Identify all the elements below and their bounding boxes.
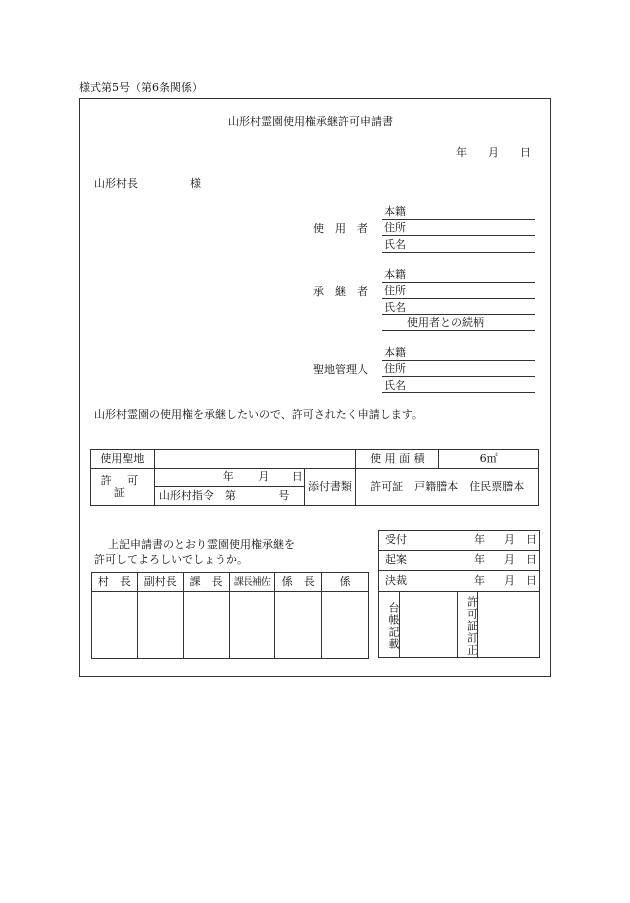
form-title: 山形村霊園使用権承継許可申請書 xyxy=(228,115,393,128)
process-row-draft[interactable] xyxy=(379,551,540,571)
permit-label: 許 可 証 xyxy=(91,469,155,506)
user-label: 使 用 者 xyxy=(313,222,368,235)
process-row-draft-month: 月 xyxy=(504,553,515,567)
ledger-box[interactable] xyxy=(399,592,457,658)
successor-honseki-label: 本籍 xyxy=(384,268,406,281)
process-row-approval-month: 月 xyxy=(504,573,515,587)
ledger-label: 台帳記載 xyxy=(379,592,400,658)
stamp-box[interactable] xyxy=(322,592,369,659)
user-honseki-line xyxy=(382,219,535,220)
successor-address-label: 住所 xyxy=(384,284,406,297)
plot-label: 使用聖地 xyxy=(91,450,155,469)
manager-address-label: 住所 xyxy=(384,362,406,375)
process-row-approval-year: 年 xyxy=(474,573,485,587)
permit-fix-label: 許可証訂正 xyxy=(457,592,478,658)
permit-date[interactable] xyxy=(154,469,304,487)
process-row-approval-label: 決裁 xyxy=(385,573,407,587)
manager-name-label: 氏名 xyxy=(384,379,406,392)
permit-number-suffix: 号 xyxy=(278,488,290,502)
permit-date-month: 月 xyxy=(258,470,270,484)
process-row-receipt-day: 日 xyxy=(526,533,537,547)
successor-relation-line xyxy=(382,330,535,331)
stamp-head-subsection-chief: 係 長 xyxy=(275,573,322,592)
process-row-approval-day: 日 xyxy=(526,573,537,587)
addressee-honorific: 様 xyxy=(190,177,201,190)
manager-honseki-line xyxy=(382,360,535,361)
stamp-table xyxy=(91,572,369,659)
stamp-head-section-chief: 課 長 xyxy=(183,573,229,592)
stamp-box[interactable] xyxy=(92,592,138,659)
user-honseki-label: 本籍 xyxy=(384,205,406,218)
stamp-box[interactable] xyxy=(137,592,183,659)
date-month: 月 xyxy=(488,146,499,159)
approval-text-line2: 許可してよろしいでしょうか。 xyxy=(94,553,248,566)
manager-label: 聖地管理人 xyxy=(313,363,368,376)
stamp-box[interactable] xyxy=(183,592,229,659)
user-name-line xyxy=(382,252,535,253)
successor-label: 承 継 者 xyxy=(313,285,368,298)
successor-address-line xyxy=(382,298,535,299)
process-row-receipt[interactable] xyxy=(379,531,540,551)
info-table xyxy=(90,449,539,506)
form-number: 様式第5号（第6条関係） xyxy=(79,81,203,94)
plot-value[interactable] xyxy=(154,450,356,469)
stamp-box[interactable] xyxy=(229,592,275,659)
permit-date-year: 年 xyxy=(222,470,234,484)
process-row-draft-label: 起案 xyxy=(385,553,407,567)
successor-relation-label: 使用者との続柄 xyxy=(407,316,484,329)
approval-text-line1: 上記申請書のとおり霊園使用権承継を xyxy=(108,538,295,551)
successor-honseki-line xyxy=(382,282,535,283)
manager-address-line xyxy=(382,376,535,377)
process-row-receipt-label: 受付 xyxy=(385,533,407,547)
stamp-head-assistant-chief: 課長補佐 xyxy=(229,573,275,592)
attach-label: 添付書類 xyxy=(304,469,356,506)
stamp-head-deputy-chief: 副村長 xyxy=(137,573,183,592)
successor-name-label: 氏名 xyxy=(384,301,406,314)
area-value: 6㎡ xyxy=(439,450,539,469)
stamp-head-village-chief: 村 長 xyxy=(92,573,138,592)
process-row-approval[interactable] xyxy=(379,571,540,592)
date-year: 年 xyxy=(456,146,467,159)
process-row-receipt-month: 月 xyxy=(504,533,515,547)
process-row-receipt-year: 年 xyxy=(474,533,485,547)
successor-name-line xyxy=(382,314,535,315)
request-text: 山形村霊園の使用権を承継したいので、許可されたく申請します。 xyxy=(94,408,423,421)
process-row-draft-year: 年 xyxy=(474,553,485,567)
permit-date-day: 日 xyxy=(291,470,303,484)
addressee-name: 山形村長 xyxy=(94,177,138,190)
date-day: 日 xyxy=(520,146,531,159)
user-name-label: 氏名 xyxy=(384,238,406,251)
stamp-box[interactable] xyxy=(275,592,322,659)
user-address-line xyxy=(382,235,535,236)
permit-number-prefix: 山形村指令 第 xyxy=(158,488,236,502)
manager-name-line xyxy=(382,392,535,393)
manager-honseki-label: 本籍 xyxy=(384,346,406,359)
process-table xyxy=(378,530,540,658)
process-row-draft-day: 日 xyxy=(526,553,537,567)
stamp-head-staff: 係 xyxy=(322,573,369,592)
area-label: 使 用 面 積 xyxy=(356,450,439,469)
user-address-label: 住所 xyxy=(384,221,406,234)
permit-fix-box[interactable] xyxy=(478,592,540,658)
attach-value: 許可証 戸籍謄本 住民票謄本 xyxy=(356,469,539,506)
permit-number[interactable] xyxy=(154,487,304,506)
